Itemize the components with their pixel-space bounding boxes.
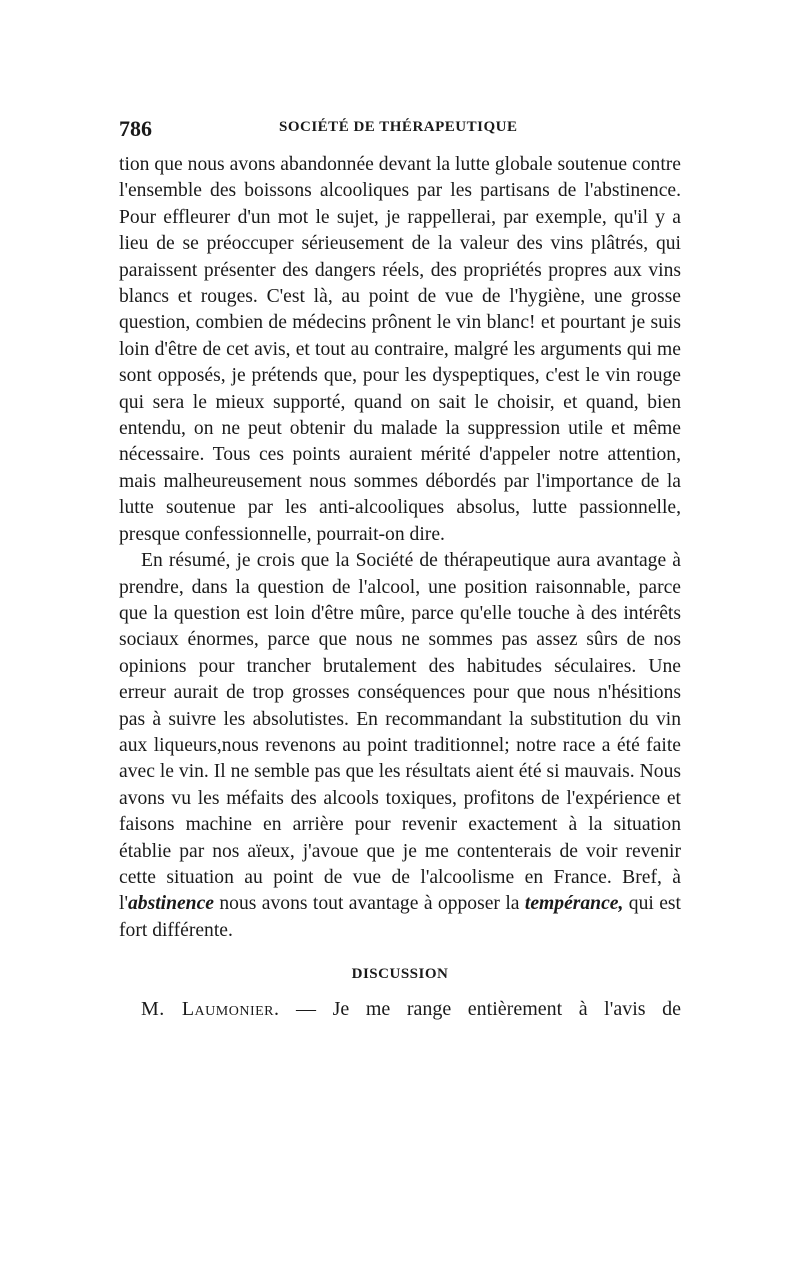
speaker-name: M. Laumonier.	[141, 998, 280, 1021]
running-head	[119, 112, 681, 142]
running-title: SOCIÉTÉ DE THÉRAPEUTIQUE	[279, 119, 518, 135]
page-number: 786	[119, 116, 152, 141]
paragraph-conclusion-end: qui est fort différente.	[119, 893, 681, 941]
paragraph-conclusion	[119, 548, 681, 944]
discussion-heading: DISCUSSION	[351, 966, 449, 983]
body-text	[119, 152, 681, 944]
paragraph-conclusion-start: En résumé, je crois que la Société de thérapeutique aura avantage à prendre, dans la question de l'alcool, une position raisonnable, parce que la question est loin d'être mûre, parce qu'elle touche à des intérêts sociaux énormes, parce que nous ne sommes pas assez sûrs de nos opinions pour trancher brutalement des habitudes séculaires. Une erreur aurait de trop grosses conséquences pour que nous n'hésitions pas à suivre les absolutistes. En recommandant la substitution du vin aux liqueurs,nous revenons au point traditionnel; notre race a été faite avec le vin. Il ne semble pas que les résultats aient été si mauvais. Nous avons vu les méfaits des alcools toxiques, profitons de l'expérience et faisons machine en arrière pour revenir exactement à la situation établie par nos aïeux, j'avoue que je me contenterais de voir revenir cette situation au point de vue de l'alcoolisme en France. Bref, à l'	[119, 550, 681, 915]
italic-abstinence: abstinence	[127, 893, 214, 915]
book-page	[119, 112, 681, 1022]
paragraph-continuation: tion que nous avons abandonnée devant la lutte globale soutenue contre l'ensemble des boissons alcooliques par les partisans de l'abstinence. Pour effleurer d'un mot le sujet, je rappellerai, par exemple, qu'il y a lieu de se préoccuper sérieusement de la valeur des vins plâtrés, qui paraissent présenter des dangers réels, des propriétés propres aux vins blancs et rouges. C'est là, au point de vue de l'hygiène, une grosse question, combien de médecins prônent le vin blanc! et pourtant je suis loin d'être de cet avis, et tout au contraire, malgré les arguments qui me sont opposés, je prétends que, pour les dyspeptiques, c'est le vin rouge qui sera le mieux supporté, quand on sait le choisir, et quand, bien entendu, on ne peut obtenir du malade la suppression utile et même nécessaire. Tous ces points auraient mérité d'appeler notre attention, mais malheureusement nous sommes débordés par l'importance de la lutte soutenue par les anti-alcooliques absolus, lutte passionnelle, presque confessionnelle, pourrait-on dire.	[119, 154, 681, 545]
discussion-first-line	[119, 996, 681, 1022]
paragraph-conclusion-middle: nous avons tout avantage à opposer la	[213, 893, 525, 915]
italic-temperance: tempérance,	[524, 893, 624, 915]
speaker-text: — Je me range entièrement à l'avis de	[279, 998, 681, 1021]
